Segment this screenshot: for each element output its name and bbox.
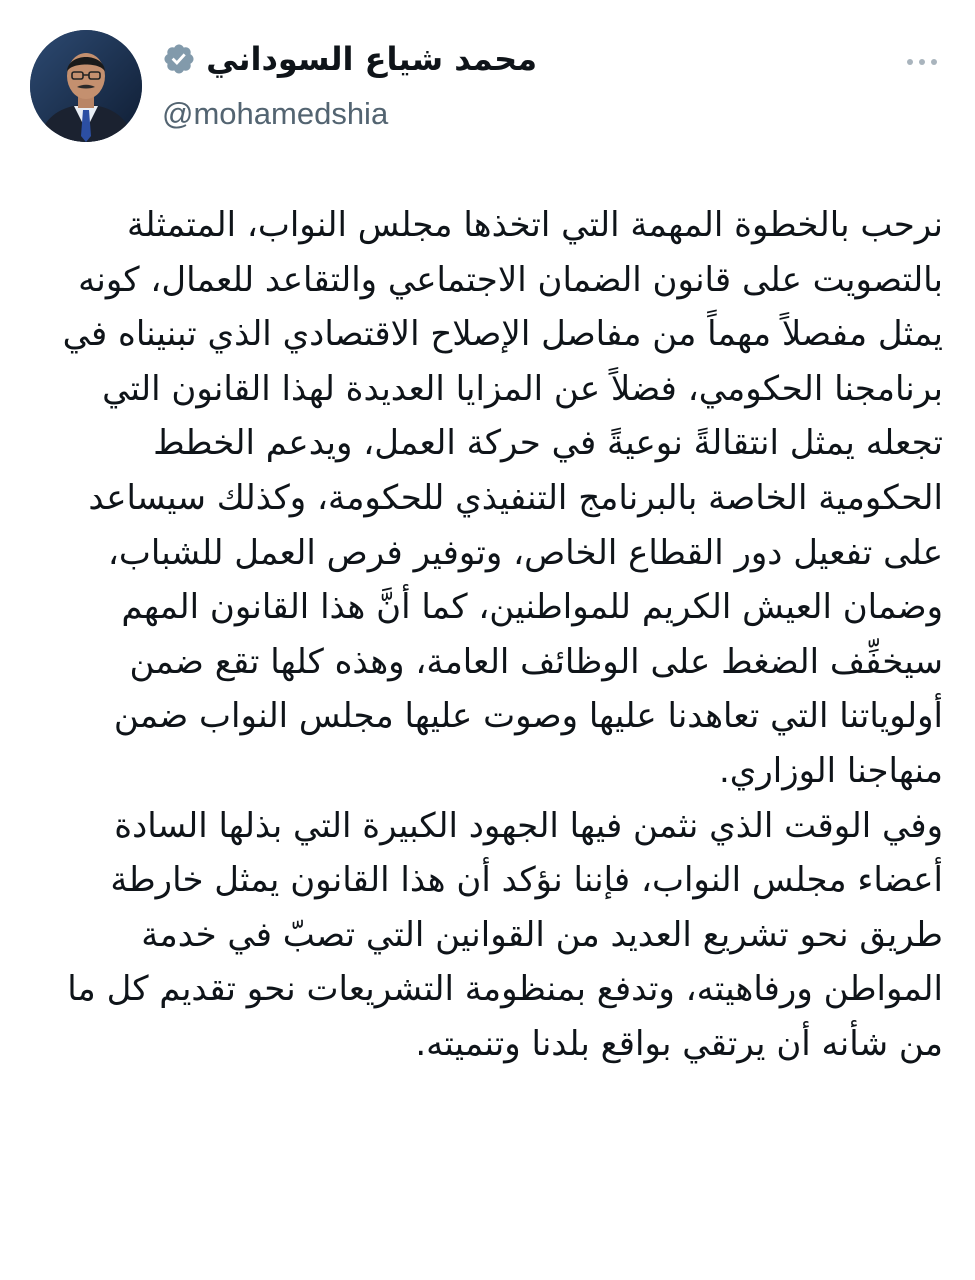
tweet-paragraph: وفي الوقت الذي نثمن فيها الجهود الكبيرة التي بذلها السادة أعضاء مجلس النواب، فإننا نؤكد أن هذا القانون يمثل خارطة طريق نحو تشريع العديد من القوانين التي تصبّ في خدمة المواطن ورفاهيته، وتدفع بمنظومة التشريعات نحو تقديم كل ما من شأنه أن يرتقي بواقع بلدنا وتنميته.	[67, 805, 943, 1064]
tweet-text	[43, 198, 943, 1072]
verified-badge-icon	[162, 42, 196, 76]
profile-photo	[30, 30, 142, 142]
author-identity[interactable]	[162, 40, 662, 140]
more-options-icon	[904, 50, 940, 74]
name-row	[162, 40, 537, 78]
tweet-header	[0, 0, 975, 160]
tweet-paragraph: نرحب بالخطوة المهمة التي اتخذها مجلس النواب، المتمثلة بالتصويت على قانون الضمان الاجتماعي والتقاعد للعمال، كونه يمثل مفصلاً مهماً من مفاصل الإصلاح الاقتصادي الذي تبنيناه في برنامجنا الحكومي، فضلاً عن المزايا العديدة لهذا القانون التي تجعله يمثل انتقالةً نوعيةً في حركة العمل، ويدعم الخطط الحكومية الخاصة بالبرنامج التنفيذي للحكومة، وكذلك سيساعد على تفعيل دور القطاع الخاص، وتوفير فرص العمل للشباب، وضمان العيش الكريم للمواطنين، كما أنَّ هذا القانون المهم سيخفِّف الضغط على الوظائف العامة، وهذه كلها تقع ضمن أولوياتنا التي تعاهدنا عليها وصوت عليها مجلس النواب ضمن منهاجنا الوزاري.	[62, 205, 943, 791]
more-options-button[interactable]	[904, 50, 940, 74]
avatar[interactable]	[30, 30, 142, 142]
user-handle[interactable]: @mohamedshia	[162, 96, 389, 131]
display-name[interactable]: محمد شياع السوداني	[206, 40, 537, 78]
